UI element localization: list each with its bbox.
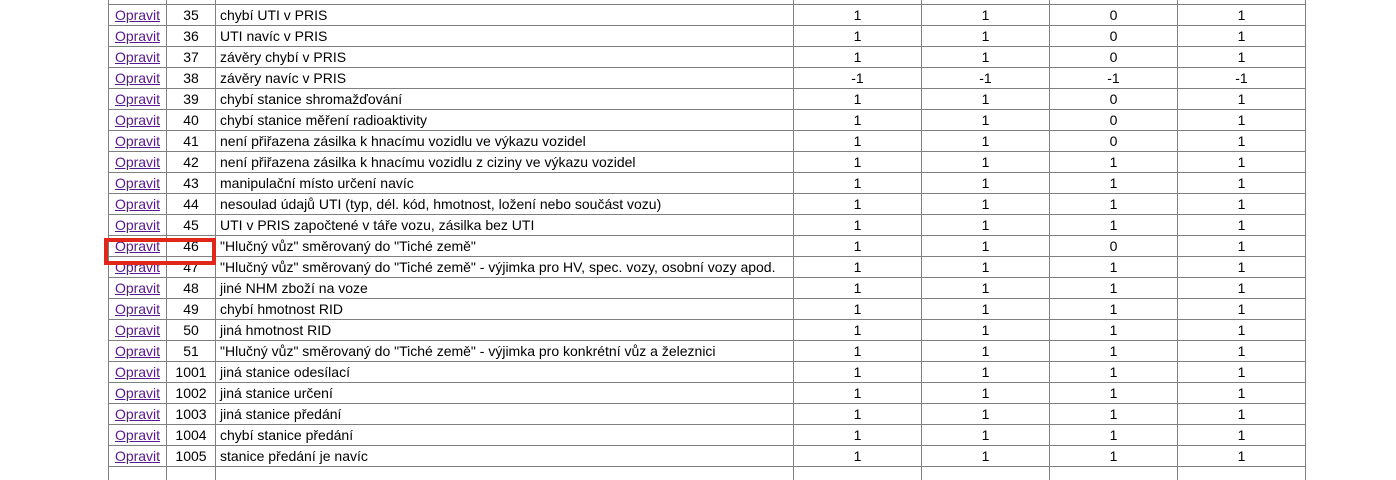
edit-link[interactable]: Opravit (114, 28, 161, 45)
value-cell: 1 (1178, 362, 1306, 383)
code-cell: 41 (167, 131, 216, 152)
value-cell: 1 (1050, 341, 1178, 362)
value-cell: 1 (794, 194, 922, 215)
edit-link[interactable]: Opravit (114, 238, 161, 255)
code-cell: 1003 (167, 404, 216, 425)
code-cell: 43 (167, 173, 216, 194)
value-cell: 1 (922, 299, 1050, 320)
edit-cell (109, 299, 167, 320)
table-row (109, 89, 1306, 110)
value-cell: 1 (1178, 341, 1306, 362)
code-cell (167, 467, 216, 480)
value-cell: 1 (1050, 446, 1178, 467)
edit-cell (109, 152, 167, 173)
edit-cell (109, 110, 167, 131)
description-cell: chybí stanice měření radioaktivity (216, 110, 794, 131)
value-cell: 1 (922, 278, 1050, 299)
description-cell: závěry chybí v PRIS (216, 47, 794, 68)
value-cell: -1 (922, 68, 1050, 89)
value-cell: 1 (922, 110, 1050, 131)
edit-cell (109, 362, 167, 383)
value-cell: -1 (794, 68, 922, 89)
edit-cell (109, 26, 167, 47)
value-cell: 1 (1178, 26, 1306, 47)
description-cell: chybí stanice shromažďování (216, 89, 794, 110)
value-cell: 1 (922, 47, 1050, 68)
value-cell: 1 (922, 194, 1050, 215)
edit-cell (109, 404, 167, 425)
code-cell: 50 (167, 320, 216, 341)
value-cell: 1 (1050, 362, 1178, 383)
value-cell: 1 (794, 299, 922, 320)
table-row (109, 299, 1306, 320)
edit-link[interactable]: Opravit (114, 91, 161, 108)
code-cell: 51 (167, 341, 216, 362)
table-row (109, 215, 1306, 236)
edit-link[interactable]: Opravit (114, 7, 161, 24)
description-cell: manipulační místo určení navíc (216, 173, 794, 194)
code-cell: 1001 (167, 362, 216, 383)
description-cell: UTI v PRIS započtené v táře vozu, zásilka bez UTI (216, 215, 794, 236)
value-cell: 1 (1050, 425, 1178, 446)
value-cell: 1 (1178, 236, 1306, 257)
edit-link[interactable]: Opravit (114, 49, 161, 66)
value-cell: 1 (1178, 194, 1306, 215)
value-cell: 0 (1050, 110, 1178, 131)
description-cell: závěry navíc v PRIS (216, 68, 794, 89)
value-cell: -1 (1178, 68, 1306, 89)
edit-link[interactable]: Opravit (114, 343, 161, 360)
code-cell: 1002 (167, 383, 216, 404)
table-row (109, 68, 1306, 89)
table-row (109, 341, 1306, 362)
edit-link[interactable]: Opravit (114, 70, 161, 87)
value-cell: 1 (794, 5, 922, 26)
table-row (109, 152, 1306, 173)
description-cell: stanice předání je navíc (216, 446, 794, 467)
code-cell: 38 (167, 68, 216, 89)
value-cell (1050, 467, 1178, 480)
value-cell: 1 (1050, 404, 1178, 425)
value-cell: 0 (1050, 26, 1178, 47)
code-cell: 40 (167, 110, 216, 131)
edit-cell (109, 68, 167, 89)
value-cell: 1 (1050, 152, 1178, 173)
value-cell: 1 (794, 89, 922, 110)
value-cell: 1 (922, 341, 1050, 362)
value-cell: 1 (794, 215, 922, 236)
description-cell: UTI navíc v PRIS (216, 26, 794, 47)
value-cell: 0 (1050, 131, 1178, 152)
value-cell: 1 (794, 446, 922, 467)
value-cell: -1 (1050, 68, 1178, 89)
value-cell: 1 (922, 215, 1050, 236)
description-cell: není přiřazena zásilka k hnacímu vozidlu z ciziny ve výkazu vozidel (216, 152, 794, 173)
description-cell (216, 467, 794, 480)
value-cell: 1 (922, 404, 1050, 425)
value-cell: 1 (922, 89, 1050, 110)
edit-link[interactable]: Opravit (114, 133, 161, 150)
value-cell (794, 467, 922, 480)
edit-cell (109, 194, 167, 215)
value-cell: 1 (922, 173, 1050, 194)
edit-cell (109, 131, 167, 152)
code-cell: 44 (167, 194, 216, 215)
edit-cell (109, 215, 167, 236)
value-cell: 1 (1178, 5, 1306, 26)
edit-cell (109, 236, 167, 257)
table-body (109, 0, 1306, 480)
table-row (109, 404, 1306, 425)
table-row (109, 467, 1306, 480)
value-cell: 0 (1050, 5, 1178, 26)
code-cell: 1004 (167, 425, 216, 446)
value-cell: 1 (1178, 110, 1306, 131)
table-row (109, 446, 1306, 467)
value-cell: 1 (794, 257, 922, 278)
value-cell: 1 (794, 47, 922, 68)
value-cell: 1 (1178, 299, 1306, 320)
edit-cell (109, 320, 167, 341)
value-cell: 1 (1178, 404, 1306, 425)
value-cell: 1 (922, 152, 1050, 173)
value-cell: 1 (922, 131, 1050, 152)
value-cell: 1 (922, 236, 1050, 257)
edit-cell (109, 47, 167, 68)
table-row (109, 362, 1306, 383)
value-cell: 0 (1050, 47, 1178, 68)
description-cell: chybí stanice předání (216, 425, 794, 446)
value-cell: 1 (1050, 299, 1178, 320)
code-cell: 36 (167, 26, 216, 47)
description-cell: jiné NHM zboží na voze (216, 278, 794, 299)
value-cell: 1 (1178, 89, 1306, 110)
table-row (109, 320, 1306, 341)
table-row (109, 194, 1306, 215)
value-cell: 1 (1178, 47, 1306, 68)
description-cell: nesoulad údajů UTI (typ, dél. kód, hmotnost, ložení nebo součást vozu) (216, 194, 794, 215)
code-cell: 35 (167, 5, 216, 26)
value-cell: 1 (1178, 215, 1306, 236)
value-cell: 1 (794, 425, 922, 446)
value-cell: 1 (922, 383, 1050, 404)
value-cell (1178, 467, 1306, 480)
table-row (109, 383, 1306, 404)
value-cell: 1 (1050, 173, 1178, 194)
edit-cell (109, 467, 167, 480)
edit-link[interactable]: Opravit (114, 259, 161, 276)
edit-link[interactable]: Opravit (114, 175, 161, 192)
edit-link[interactable]: Opravit (114, 406, 161, 423)
code-cell: 1005 (167, 446, 216, 467)
edit-cell (109, 341, 167, 362)
description-cell: "Hlučný vůz" směrovaný do "Tiché země" (216, 236, 794, 257)
edit-link[interactable]: Opravit (114, 280, 161, 297)
value-cell: 1 (1178, 173, 1306, 194)
edit-link[interactable]: Opravit (114, 427, 161, 444)
value-cell: 1 (794, 152, 922, 173)
value-cell: 1 (794, 341, 922, 362)
table-row (109, 110, 1306, 131)
table-row (109, 425, 1306, 446)
edit-link[interactable]: Opravit (114, 196, 161, 213)
value-cell: 1 (794, 278, 922, 299)
description-cell: "Hlučný vůz" směrovaný do "Tiché země" - výjimka pro konkrétní vůz a železnici (216, 341, 794, 362)
edit-link[interactable]: Opravit (114, 322, 161, 339)
code-cell: 37 (167, 47, 216, 68)
edit-link[interactable]: Opravit (114, 154, 161, 171)
value-cell: 1 (794, 236, 922, 257)
code-cell: 39 (167, 89, 216, 110)
value-cell: 1 (922, 362, 1050, 383)
value-cell: 1 (1178, 425, 1306, 446)
value-cell: 1 (1178, 446, 1306, 467)
value-cell: 1 (1178, 152, 1306, 173)
value-cell: 1 (1050, 383, 1178, 404)
description-cell: jiná hmotnost RID (216, 320, 794, 341)
edit-link[interactable]: Opravit (114, 364, 161, 381)
value-cell: 1 (1178, 320, 1306, 341)
table-row (109, 173, 1306, 194)
description-cell: chybí UTI v PRIS (216, 5, 794, 26)
value-cell: 1 (922, 5, 1050, 26)
value-cell: 1 (1050, 194, 1178, 215)
edit-link[interactable]: Opravit (114, 448, 161, 465)
edit-cell (109, 446, 167, 467)
edit-cell (109, 5, 167, 26)
value-cell: 1 (922, 320, 1050, 341)
value-cell: 1 (794, 173, 922, 194)
value-cell: 1 (1178, 131, 1306, 152)
value-cell: 1 (794, 131, 922, 152)
error-codes-table (108, 0, 1306, 480)
value-cell: 1 (794, 26, 922, 47)
value-cell: 1 (922, 446, 1050, 467)
value-cell: 1 (794, 383, 922, 404)
description-cell: "Hlučný vůz" směrovaný do "Tiché země" - výjimka pro HV, spec. vozy, osobní vozy apod. (216, 257, 794, 278)
value-cell (922, 467, 1050, 480)
value-cell: 0 (1050, 236, 1178, 257)
value-cell: 1 (922, 425, 1050, 446)
value-cell: 1 (794, 320, 922, 341)
edit-cell (109, 425, 167, 446)
edit-cell (109, 383, 167, 404)
edit-cell (109, 257, 167, 278)
value-cell: 1 (1050, 257, 1178, 278)
value-cell: 1 (922, 257, 1050, 278)
table-row (109, 131, 1306, 152)
table-row (109, 26, 1306, 47)
code-cell: 42 (167, 152, 216, 173)
code-cell: 48 (167, 278, 216, 299)
value-cell: 1 (1178, 383, 1306, 404)
code-cell: 49 (167, 299, 216, 320)
table-row (109, 5, 1306, 26)
value-cell: 1 (794, 404, 922, 425)
description-cell: jiná stanice určení (216, 383, 794, 404)
table-row (109, 278, 1306, 299)
value-cell: 1 (1178, 257, 1306, 278)
table-row (109, 236, 1306, 257)
edit-link[interactable]: Opravit (114, 217, 161, 234)
value-cell: 0 (1050, 89, 1178, 110)
value-cell: 1 (922, 26, 1050, 47)
edit-cell (109, 89, 167, 110)
code-cell: 45 (167, 215, 216, 236)
value-cell: 1 (1050, 320, 1178, 341)
description-cell: jiná stanice předání (216, 404, 794, 425)
edit-link[interactable]: Opravit (114, 385, 161, 402)
value-cell: 1 (794, 362, 922, 383)
value-cell: 1 (1050, 215, 1178, 236)
description-cell: jiná stanice odesílací (216, 362, 794, 383)
description-cell: není přiřazena zásilka k hnacímu vozidlu ve výkazu vozidel (216, 131, 794, 152)
edit-link[interactable]: Opravit (114, 301, 161, 318)
table-row (109, 47, 1306, 68)
code-cell: 47 (167, 257, 216, 278)
edit-link[interactable]: Opravit (114, 112, 161, 129)
edit-cell (109, 278, 167, 299)
value-cell: 1 (1178, 278, 1306, 299)
value-cell: 1 (1050, 278, 1178, 299)
table-row (109, 257, 1306, 278)
edit-cell (109, 173, 167, 194)
description-cell: chybí hmotnost RID (216, 299, 794, 320)
value-cell: 1 (794, 110, 922, 131)
code-cell: 46 (167, 236, 216, 257)
